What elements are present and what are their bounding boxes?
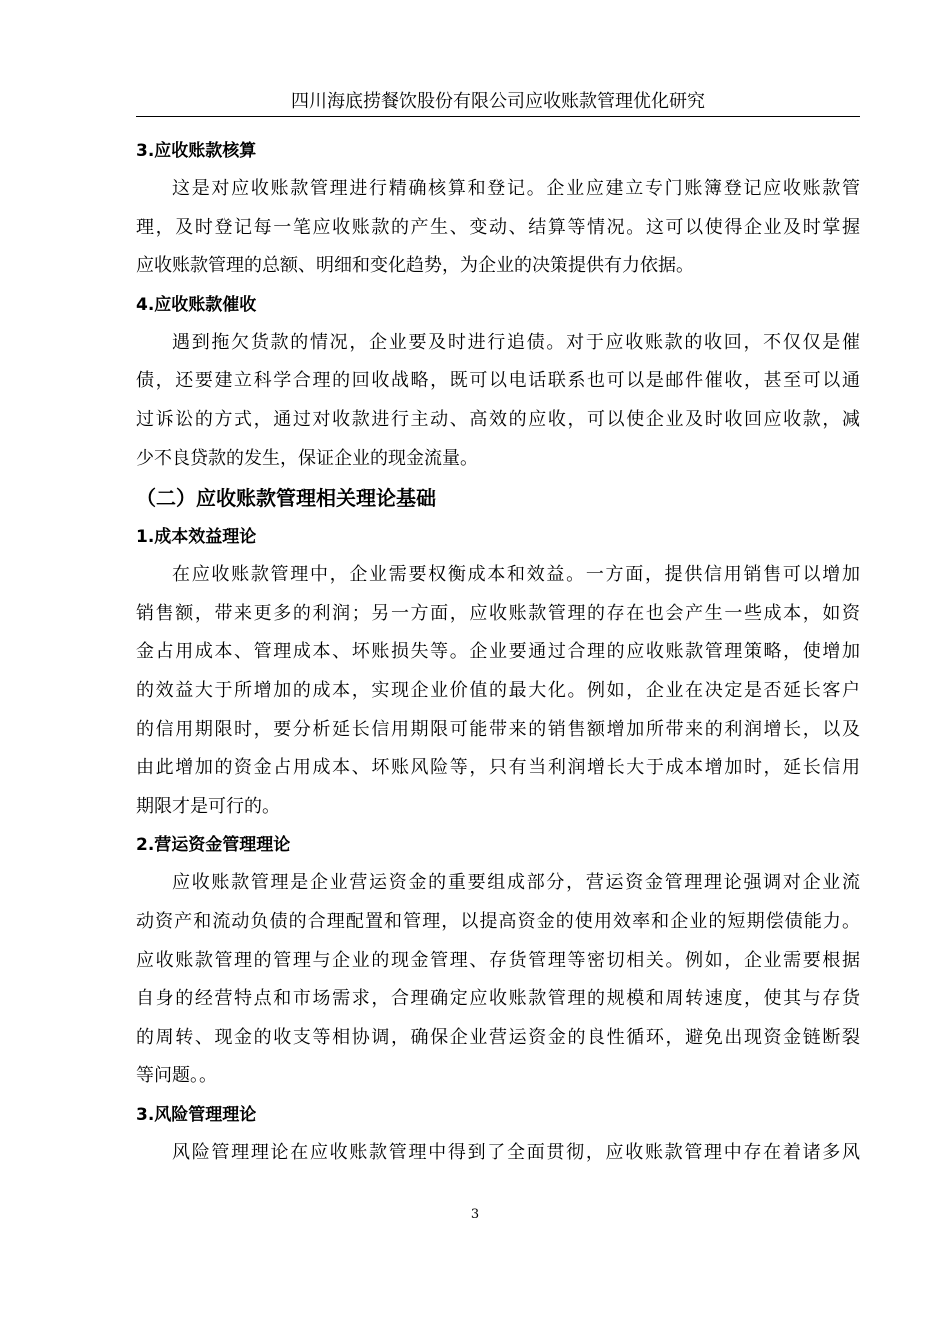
paragraph-line: 自身的经营特点和市场需求，合理确定应收账款管理的规模和周转速度，使其与存货 bbox=[136, 988, 860, 1010]
paragraph-line: 由此增加的资金占用成本、坏账风险等，只有当利润增长大于成本增加时，延长信用 bbox=[136, 757, 860, 779]
heading-collection: 4.应收账款催收 bbox=[136, 294, 257, 315]
paragraph-line: 应收账款管理是企业营运资金的重要组成部分，营运资金管理理论强调对企业流 bbox=[172, 872, 860, 894]
paragraph-cost-benefit bbox=[136, 556, 860, 826]
paragraph-risk bbox=[136, 1134, 860, 1173]
page-number: 3 bbox=[470, 1207, 480, 1222]
paragraph-line: 在应收账款管理中，企业需要权衡成本和效益。一方面，提供信用销售可以增加 bbox=[172, 564, 860, 586]
page-body bbox=[136, 132, 860, 1172]
paragraph-line: 动资产和流动负债的合理配置和管理，以提高资金的使用效率和企业的短期偿债能力。 bbox=[136, 910, 860, 932]
paragraph-line: 风险管理理论在应收账款管理中得到了全面贯彻，应收账款管理中存在着诸多风 bbox=[172, 1141, 860, 1163]
paragraph-line: 过诉讼的方式，通过对收款进行主动、高效的应收，可以使企业及时收回应收款，减 bbox=[136, 408, 860, 430]
paragraph-line: 金占用成本、管理成本、坏账损失等。企业要通过合理的应收账款管理策略，使增加 bbox=[136, 641, 860, 663]
paragraph-accounting bbox=[136, 170, 860, 286]
paragraph-collection bbox=[136, 324, 860, 478]
paragraph-line: 应收账款管理的管理与企业的现金管理、存货管理等密切相关。例如，企业需要根据 bbox=[136, 949, 860, 971]
paragraph-line: 遇到拖欠货款的情况，企业要及时进行追债。对于应收账款的收回，不仅仅是催 bbox=[172, 331, 860, 353]
paragraph-line: 等问题。。 bbox=[136, 1065, 217, 1087]
paragraph-line: 的周转、现金的收支等相协调，确保企业营运资金的良性循环，避免出现资金链断裂 bbox=[136, 1026, 860, 1048]
paragraph-line: 应收账款管理的总额、明细和变化趋势，为企业的决策提供有力依据。 bbox=[136, 255, 694, 277]
paragraph-working-capital bbox=[136, 864, 860, 1096]
paragraph-line: 的信用期限时，要分析延长信用期限可能带来的销售额增加所带来的利润增长，以及 bbox=[136, 718, 860, 740]
paragraph-line: 这是对应收账款管理进行精确核算和登记。企业应建立专门账簿登记应收账款管 bbox=[172, 178, 860, 199]
running-header: 四川海底捞餐饮股份有限公司应收账款管理优化研究 bbox=[136, 88, 860, 117]
paragraph-line: 债，还要建立科学合理的回收战略，既可以电话联系也可以是邮件催收，甚至可以通 bbox=[136, 370, 860, 392]
section-heading-theory: （二）应收账款管理相关理论基础 bbox=[136, 486, 436, 511]
paragraph-line: 少不良贷款的发生，保证企业的现金流量。 bbox=[136, 447, 478, 469]
heading-risk: 3.风险管理理论 bbox=[136, 1104, 257, 1125]
paragraph-line: 的效益大于所增加的成本，实现企业价值的最大化。例如，企业在决定是否延长客户 bbox=[136, 679, 860, 701]
paragraph-line: 期限才是可行的。 bbox=[136, 795, 280, 817]
heading-working-capital: 2.营运资金管理理论 bbox=[136, 835, 291, 856]
heading-accounting: 3.应收账款核算 bbox=[136, 141, 257, 161]
heading-cost-benefit: 1.成本效益理论 bbox=[136, 527, 257, 548]
paragraph-line: 销售额，带来更多的利润；另一方面，应收账款管理的存在也会产生一些成本，如资 bbox=[136, 602, 860, 624]
paragraph-line: 理，及时登记每一笔应收账款的产生、变动、结算等情况。这可以使得企业及时掌握 bbox=[136, 216, 860, 238]
